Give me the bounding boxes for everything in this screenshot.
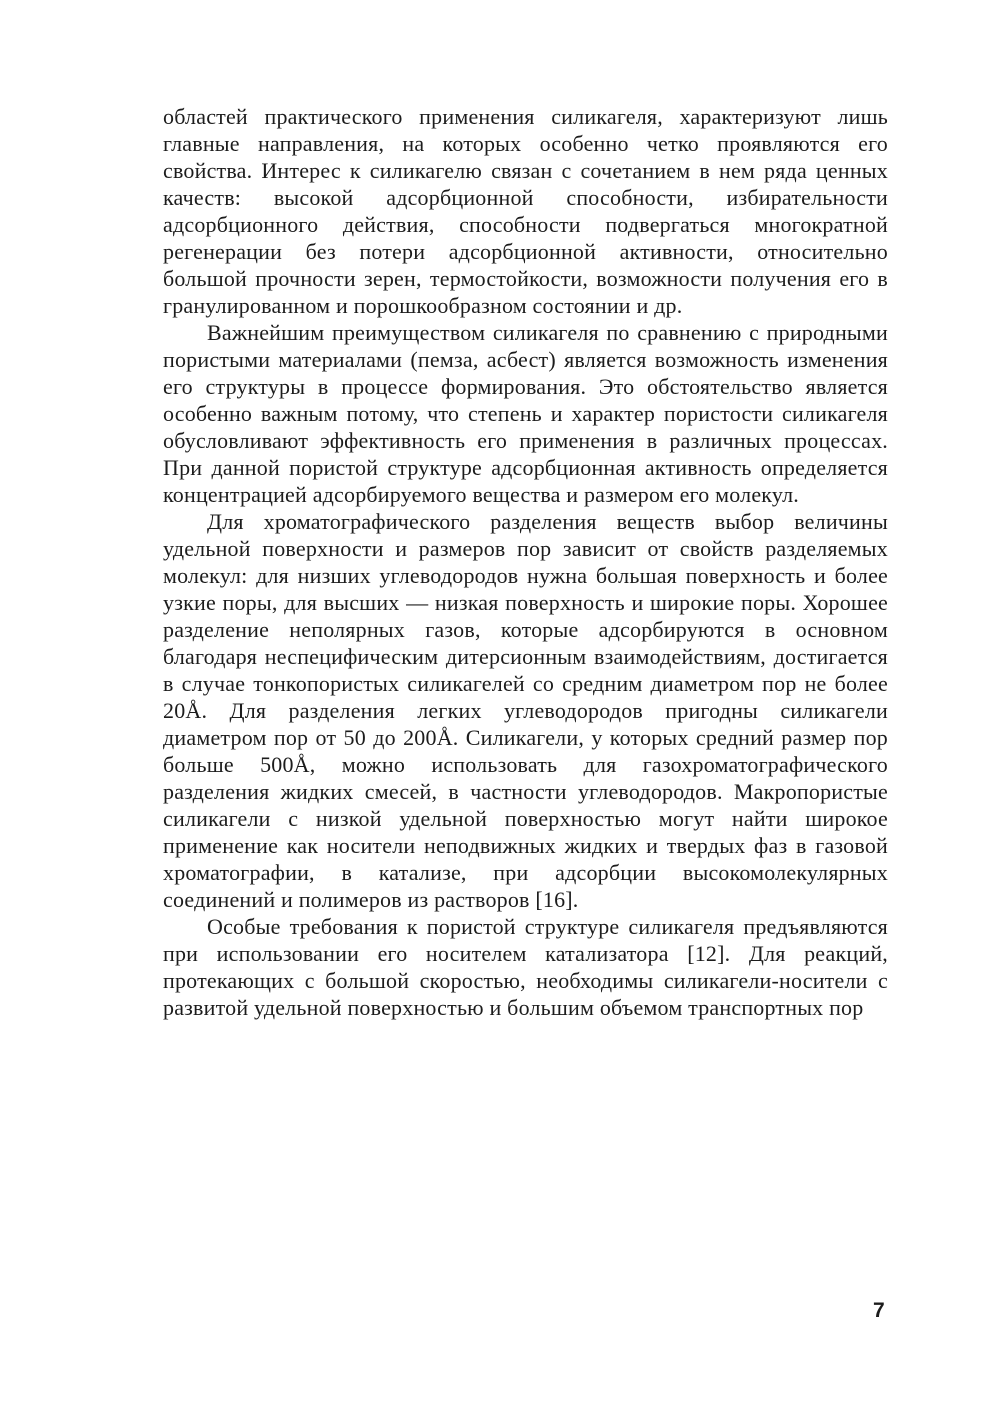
paragraph-2: Важнейшим преимуществом силикагеля по сравнению с природными пористыми материалами (пемза, асбест) является возможность изменения его структуры в процессе формирования. Это обстоятельство является особенно важным потому, что степень и характер пористости силикагеля обусловливают эффективность его применения в различных процессах. При данной пористой структуре адсорбционная активность определяется концентрацией адсорбируемого вещества и размером его молекул. (163, 320, 888, 507)
body-text (163, 103, 888, 1021)
page-number: 7 (873, 1299, 885, 1322)
paragraph-3: Для хроматографического разделения веществ выбор величины удельной поверхности и размеров пор зависит от свойств разделяемых молекул: для низших углеводородов нужна большая поверхность и более узкие поры, для высших — низкая поверхность и широкие поры. Хорошее разделение неполярных газов, которые адсорбируются в основном благодаря неспецифическим дитерсионным взаимодействиям, достигается в случае тонкопористых силикагелей со средним диаметром пор не более 20Å. Для разделения легких углеводородов пригодны силикагели диаметром пор от 50 до 200Å. Силикагели, у которых средний размер пор больше 500Å, можно использовать для газохроматографического разделения жидких смесей, в частности углеводородов. Макропористые силикагели с низкой удельной поверхностью могут найти широкое применение как носители неподвижных жидких и твердых фаз в газовой хроматографии, в катализе, при адсорбции высокомолекулярных соединений и полимеров из растворов [16]. (163, 509, 888, 912)
paragraph-4: Особые требования к пористой структуре силикагеля предъявляются при использовании его носителем катализатора [12]. Для реакций, протекающих с большой скоростью, необходимы силикагели-носители с развитой удельной поверхностью и большим объемом транспортных пор (163, 914, 888, 1020)
paragraph-1: областей практического применения силикагеля, характеризуют лишь главные направления, на которых особенно четко проявляются его свойства. Интерес к силикагелю связан с сочетанием в нем ряда ценных качеств: высокой адсорбционной способности, избирательности адсорбционного действия, способности подвергаться многократной регенерации без потери адсорбционной активности, относительно большой прочности зерен, термостойкости, возможности получения его в гранулированном и порошкообразном состоянии и др. (163, 104, 888, 318)
